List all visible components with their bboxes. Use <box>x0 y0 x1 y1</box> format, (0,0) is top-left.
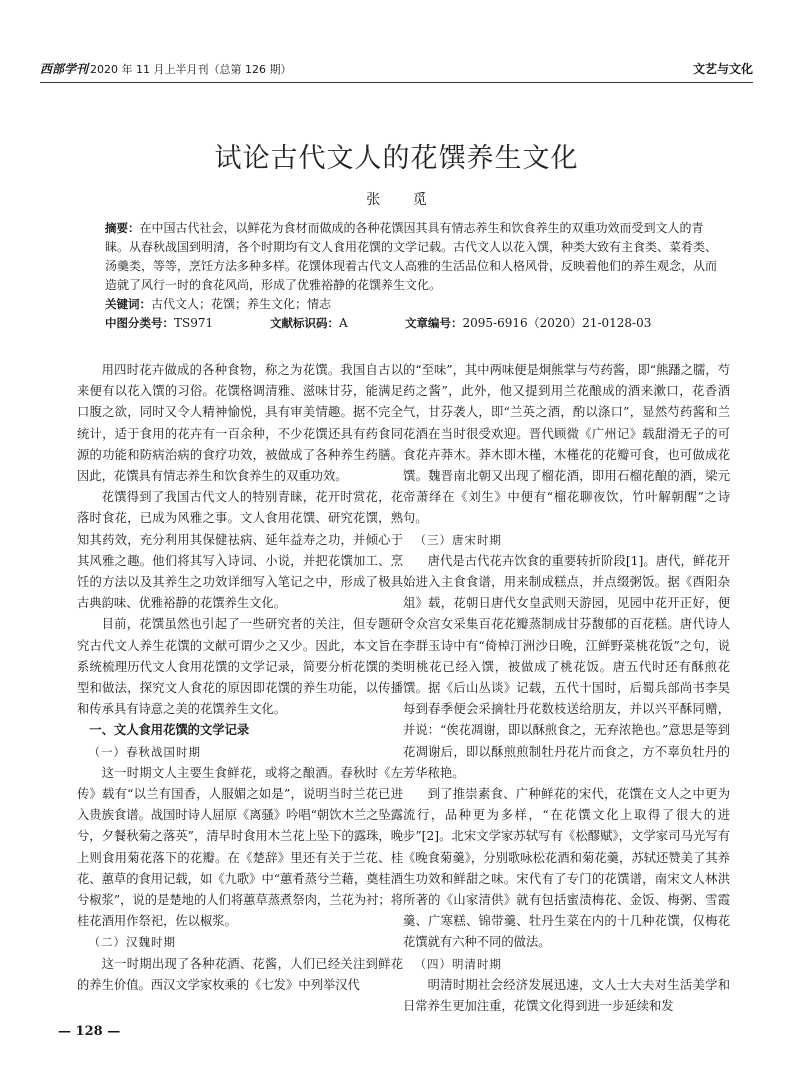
section-heading: 一、文人食用花馔的文学记录 <box>89 723 250 738</box>
issue-info: 2020 年 11 月上半月刊（总第 126 期） <box>90 63 292 76</box>
body-paragraph: 这一时期文人主要生食鲜花，或将之酿酒。春秋时《左传》载有“以兰有国香，人服媚之如是”，说明当时兰花已进入贵族食谱。战国时诗人屈原《离骚》吟唱“朝饮木兰之坠露兮，夕餐秋菊之落英”，清早时食用木兰花上坠下的露珠，晚上则食用菊花落下的花瓣。在《楚辞》里还有关于兰花、桂花、蕙草的食用记载，如《九歌》中“蕙肴蒸兮兰藉，奠桂酒兮椒浆”，说的是楚地的人们将蕙草蒸煮祭肉，兰花为衬；将桂花酒用作祭祀，佐以椒浆。 <box>77 765 404 929</box>
abstract <box>105 219 725 295</box>
abstract-text: 在中国古代社会，以鲜花为食材而做成的各种花馔因其具有情志养生和饮食养生的双重功效而受到文人的青睐。从春秋战国到明清，各个时期均有文人食用花馔的文学记载。古代文人以花入馔，种类大致有主食类、菜肴类、汤羹类，等等，烹饪方法多种多样。花馔体现着古代文人高雅的生活品位和人格风骨，反映着他们的养生观念，从而造就了风行一时的食花风尚，形成了优雅裕静的花馔养生文化。 <box>105 221 718 292</box>
article-number <box>405 314 651 333</box>
page-number: — 128 — <box>58 1024 121 1039</box>
section-name: 文艺与文化 <box>692 62 753 76</box>
clc-value: TS971 <box>174 316 214 330</box>
subsection-heading: （四）明清时期 <box>414 956 502 971</box>
article-title: 试论古代文人的花馔养生文化 <box>214 143 579 174</box>
classification-line <box>105 314 725 333</box>
keywords-label: 关键词： <box>105 297 151 311</box>
body-column-left <box>77 360 403 996</box>
doc-code-value: A <box>339 316 348 330</box>
body-paragraph: 到了推崇素食、广种鲜花的宋代，花馔在文人之中更为流行，品种更为多样，“在花馔文化上取得了很大的进步”[2]。北宋文学家苏轼写有《松醪赋》，文学家司马光写有《晚食菊羹》，分别歌咏松花酒和菊花羹，苏轼还赞美了其养生功效和鲜甜之味。宋代有了专门的花馔谱，南宋文人林洪所著的《山家清供》就有包括蜜渍梅花、金饭、梅粥、雪霞羹、广寒糕、锦带羹、牡丹生菜在内的十几种花馔，仅梅花花馔就有六种不同的做法。 <box>403 787 730 950</box>
body-paragraph: 的“至味”，其中两味便是炯熊掌与芍药酱，即“熊蹯之臑，芍药之酱”，此外，他又提到用兰花酿成的酒来漱口，花香酒气，甘芬袭人，即“兰英之酒，酌以涤口”，显然芍药酱和兰花酒在当时很受欢迎。晋代顾微《广州记》载甜滑无子的可食花卉莽木。莽木即木槿，木槿花的花瓣可食，也可做成花馔。魏晋南北朝又出现了榴花酒，即用石榴花酿的酒，梁元帝萧绎在《刘生》中便有“榴花聊夜饮，竹叶解朝醒”之诗句。 <box>403 363 730 526</box>
article-author: 张 觅 <box>366 192 441 208</box>
clc-code <box>105 314 270 333</box>
clc-label: 中图分类号： <box>105 316 174 330</box>
body-paragraph: 目前，花馔虽然也引起了一些研究者的关注，但专题研究古代文人养生花馔的文献可谓少之又少。因此，本文旨在系统梳理历代文人食用花馔的文学记录，简要分析花馔的类型和做法，探究文人食花的原因即花馔的养生功能，以传播和传承具有诗意之美的花馔养生文化。 <box>77 617 403 717</box>
abstract-label: 摘要： <box>105 221 140 235</box>
article-no-value: 2095-6916（2020）21-0128-03 <box>462 316 652 330</box>
header-divider <box>40 82 753 83</box>
subsection-heading: （二）汉魏时期 <box>88 935 176 950</box>
body-paragraph: 用四时花卉做成的各种食物，称之为花馔。我国自古以来便有以花入馔的习俗。花馔格调清雅、滋味甘芬，能满足口腹之欲，同时又令人精神愉悦，具有审美情趣。据不完全统计，适于食用的花卉有一百余种，不少花馔还具有药食同源的功能和防病治病的食疗功效，被做成了各种养生药膳。因此，花馔具有情志养生和饮食养生的双重功效。 <box>77 363 403 484</box>
subsection-heading: （一）春秋战国时期 <box>88 744 201 759</box>
article-no-label: 文章编号： <box>405 316 463 330</box>
body-paragraph: 这一时期出现了各种花酒、花酱，人们已经关注到鲜花的养生价值。西汉文学家枚乘的《七发》中列举汉代 <box>77 956 403 992</box>
doc-code-label: 文献标识码： <box>270 316 339 330</box>
header-journal-issue <box>40 58 292 81</box>
journal-name: 西部学刊 <box>40 62 89 76</box>
keywords <box>105 295 725 314</box>
document-code <box>270 314 405 333</box>
body-column-right <box>403 360 730 1017</box>
running-header <box>40 58 753 80</box>
body-paragraph: 花馔得到了我国古代文人的特别青睐，花开时赏花，花落时食花，已成为风雅之事。文人食用花馔、研究花馔，熟知其药效，充分利用其保健祛病、延年益寿之功，并倾心于其风雅之趣。他们将其写入诗词、小说，并把花馔加工、烹饪的方法以及其养生之功效详细写入笔记之中，形成了极具古典韵味、优雅裕静的花馔养生文化。 <box>77 490 403 611</box>
keywords-text: 古代文人；花馔；养生文化；情志 <box>151 297 332 311</box>
front-matter <box>105 219 725 333</box>
subsection-heading: （三）唐宋时期 <box>414 532 502 547</box>
body-paragraph: 明清时期社会经济发展迅速，文人士大夫对生活美学和日常养生更加注重，花馔文化得到进一步延续和发 <box>403 977 730 1014</box>
body-paragraph: 唐代是古代花卉饮食的重要转折阶段[1]。唐代，鲜花开始进入主食食谱，用来制成糕点，并点缀粥饭。据《酉阳杂俎》载，花朝日唐代女皇武则天游园，见园中花开正好，便令众宫女采集百花花瓣蒸制成甘芬馥郁的百花糕。唐代诗人李群玉诗中有“倚棹汀洲沙日晚，江鲜野菜桃花饭”之句，说明桃花已经入馔，被做成了桃花饭。唐五代时还有酥煎花馔。据《后山丛谈》记载，五代十国时，后蜀兵部尚书李昊每到春季便会采摘牡丹花数枝送给朋友，并以兴平酥同赠，并说：“俟花凋谢，即以酥煎食之，无弃浓艳也。”意思是等到花凋谢后，即以酥煎煎制牡丹花片而食之，方不辜负牡丹的芳华秾艳。 <box>403 553 730 780</box>
